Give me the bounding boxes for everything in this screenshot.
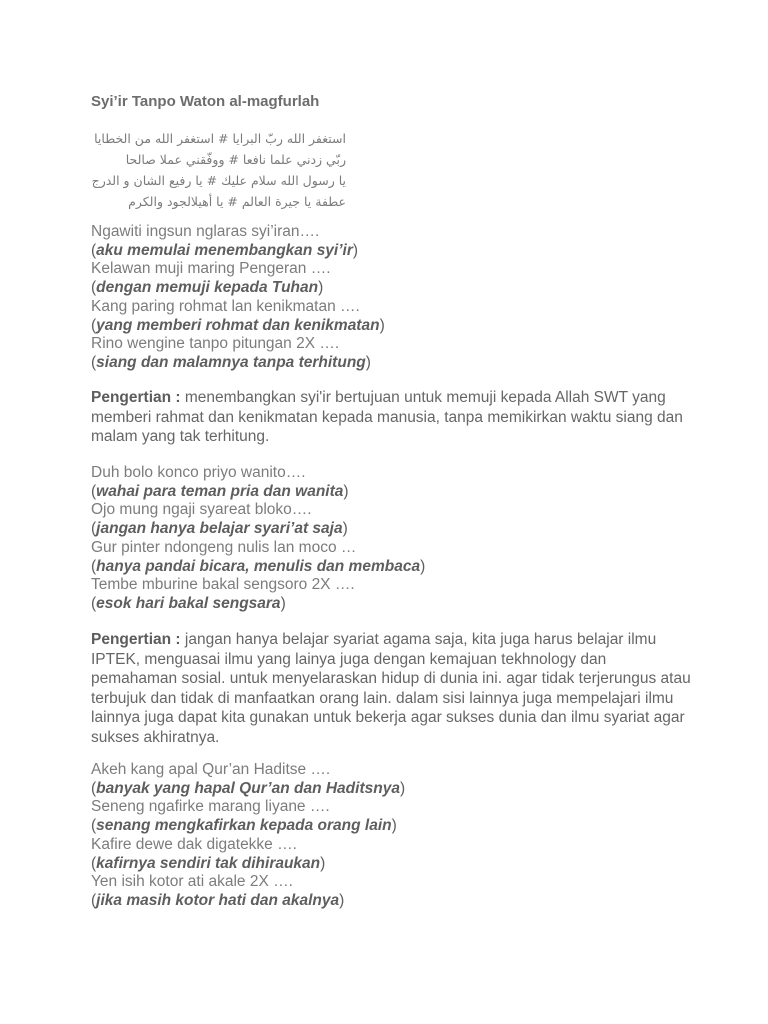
verse-line: Kang paring rohmat lan kenikmatan …. [91,297,360,315]
translation-line: (kafirnya sendiri tak dihiraukan) [91,854,326,872]
document-title: Syi’ir Tanpo Waton al-magfurlah [91,93,320,110]
verse-line: Kafire dewe dak digatekke …. [91,835,297,853]
verse-line: Yen isih kotor ati akale 2X …. [91,873,293,891]
verse-line: Seneng ngafirke marang liyane …. [91,798,330,816]
arabic-line: ربّي زدني علما نافعا # ووفّقني عملا صالحا [125,152,346,167]
translation-line: (hanya pandai bicara, menulis dan membaca) [91,557,426,575]
translation-line: (jika masih kotor hati dan akalnya) [91,891,345,909]
translation-line: (jangan hanya belajar syari’at saja) [91,520,348,538]
translation-line: (senang mengkafirkan kepada orang lain) [91,817,397,835]
pengertian-text: menembangkan syi'ir bertujuan untuk memuji kepada Allah SWT yang memberi rahmat dan kenikmatan kepada manusia, tanpa memikirkan waktu siang dan malam yang tak terhitung. [91,389,683,445]
translation-line: (wahai para teman pria dan wanita) [91,482,349,500]
stanza-1 [91,223,691,373]
arabic-prayer [91,128,346,212]
pengertian-text: jangan hanya belajar syariat agama saja, kita juga harus belajar ilmu IPTEK, menguasai ilmu yang lainya juga dengan kemajuan tekhnology dan pemahaman sosial. untuk menyelaraskan hidup di dunia ini. agar tidak terjerungus atau terbujuk dan tidak di manfaatkan orang lain. dalam sisi lainnya juga mempelajari ilmu lainnya juga dapat kita gunakan untuk bekerja agar sukses dunia dan ilmu syariat agar sukses akhiratnya. [91,631,691,746]
translation-line: (banyak yang hapal Qur’an dan Haditsnya) [91,779,406,797]
pengertian-label: Pengertian : [91,631,181,648]
stanza-3 [91,761,691,911]
verse-line: Duh bolo konco priyo wanito…. [91,464,306,481]
translation-line: (dengan memuji kepada Tuhan) [91,279,324,297]
pengertian-paragraph-1 [91,388,691,447]
arabic-line: استغفر الله ربّ البرايا # استغفر الله من الخطايا [94,131,346,146]
pengertian-label: Pengertian : [91,389,181,406]
translation-line: (aku memulai menembangkan syi’ir) [91,241,359,259]
translation-line: (yang memberi rohmat dan kenikmatan) [91,316,385,334]
stanza-2 [91,464,691,614]
verse-line: Tembe mburine bakal sengsoro 2X …. [91,576,355,594]
translation-line: (esok hari bakal sengsara) [91,594,286,612]
verse-line: Kelawan muji maring Pengeran …. [91,260,331,278]
verse-line: Ngawiti ingsun nglaras syi’iran…. [91,223,320,240]
verse-line: Rino wengine tanpo pitungan 2X …. [91,335,340,353]
verse-line: Ojo mung ngaji syareat bloko…. [91,501,312,519]
arabic-line: عطفة يا جيرة العالم # يا أهيلالجود والكرم [128,194,346,209]
pengertian-paragraph-2 [91,630,691,747]
verse-line: Gur pinter ndongeng nulis lan moco … [91,538,357,556]
arabic-line: يا رسول الله سلام عليك # يا رفيع الشان و الدرج [91,173,346,188]
verse-line: Akeh kang apal Qur’an Haditse …. [91,761,331,778]
translation-line: (siang dan malamnya tanpa terhitung) [91,353,371,371]
